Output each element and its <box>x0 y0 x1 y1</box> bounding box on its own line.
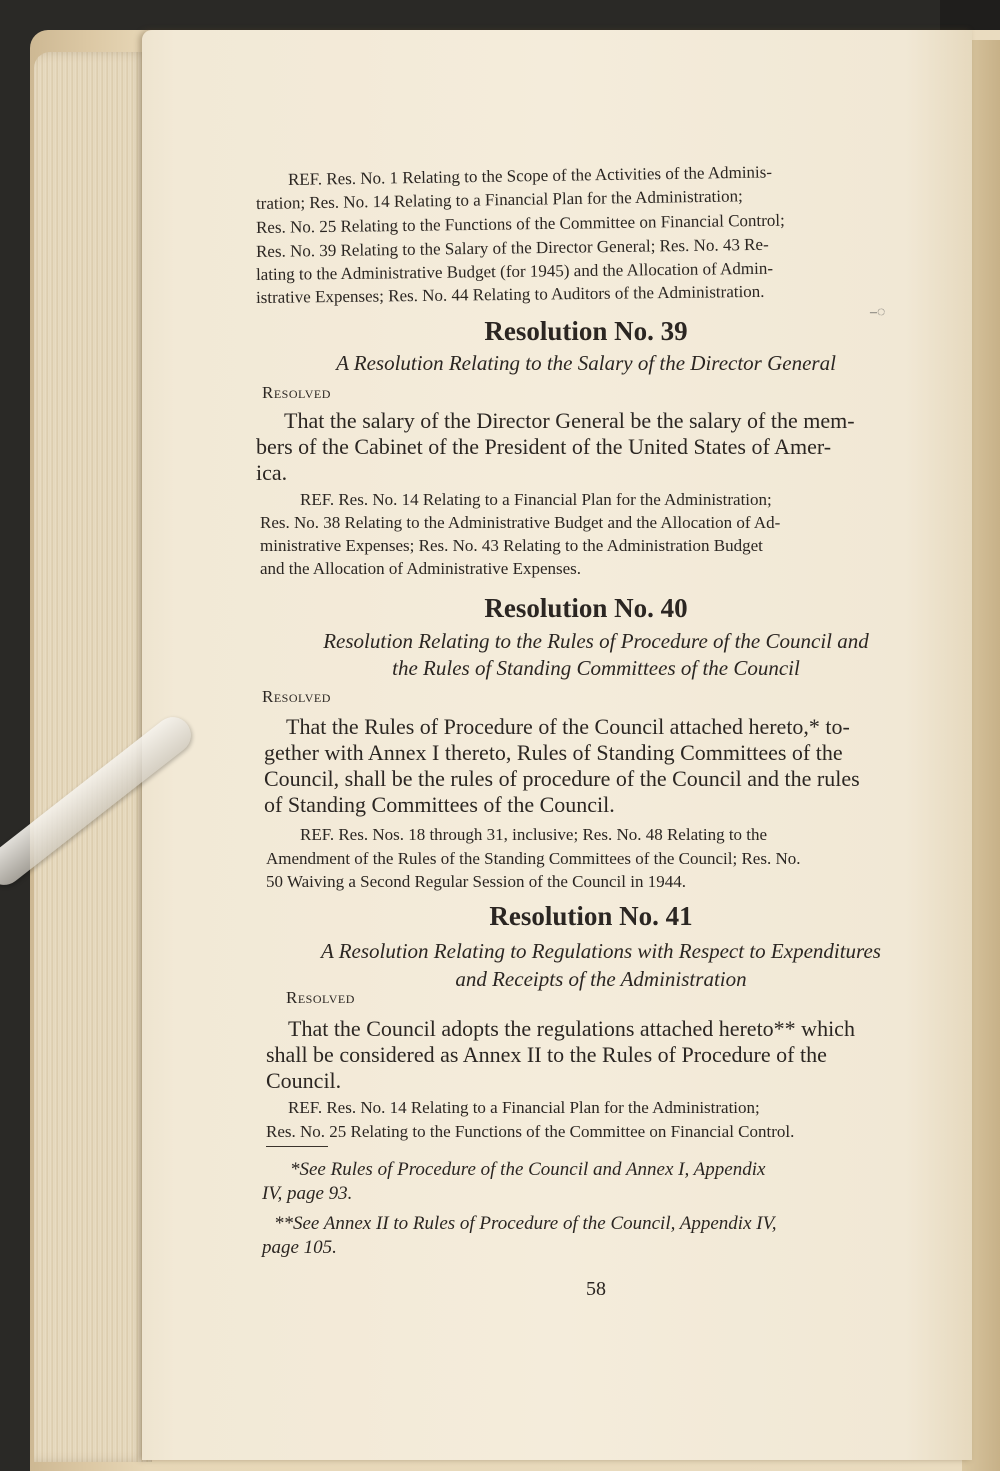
footnote-line: page 105. <box>262 1237 337 1258</box>
resolution-subtitle: A Resolution Relating to the Salary of the Director General <box>336 351 836 375</box>
page-number: 58 <box>586 1278 606 1300</box>
resolved-label: Resolved <box>286 988 355 1007</box>
body-line: Council, shall be the rules of procedure of the Council and the rules <box>264 766 860 791</box>
resolved-label: Resolved <box>262 687 331 706</box>
ref-line: REF. Res. Nos. 18 through 31, inclusive; Res. No. 48 Relating to the <box>300 825 768 844</box>
body-line: That the salary of the Director General be the salary of the mem- <box>284 408 855 433</box>
ref-line: tration; Res. No. 14 Relating to a Financial Plan for the Administration; <box>255 186 743 213</box>
footnote-line: IV, page 93. <box>262 1183 353 1204</box>
body-line: Council. <box>266 1068 342 1093</box>
footnote-rule <box>266 1146 328 1147</box>
ref-line: lating to the Administrative Budget (for 1945) and the Allocation of Admin- <box>255 258 774 284</box>
resolution-subtitle: Resolution Relating to the Rules of Procedure of the Council and <box>323 629 869 653</box>
footnote-line: **See Annex II to Rules of Procedure of the Council, Appendix IV, <box>274 1213 777 1234</box>
ref-line: Res. No. 39 Relating to the Salary of the Director General; Res. No. 43 Re- <box>255 234 769 261</box>
pencil-mark-icon: –◌ <box>870 305 886 320</box>
resolution-subtitle: and Receipts of the Administration <box>455 967 747 991</box>
body-line: That the Council adopts the regulations attached hereto** which <box>288 1016 855 1041</box>
footnote-line: *See Rules of Procedure of the Council and Annex I, Appendix <box>290 1159 766 1180</box>
resolution-heading: Resolution No. 39 <box>484 316 688 346</box>
ref-line: Res. No. 38 Relating to the Administrative Budget and the Allocation of Ad- <box>260 513 781 532</box>
ref-line: istrative Expenses; Res. No. 44 Relating to Auditors of the Administration. <box>255 281 765 307</box>
resolution-heading: Resolution No. 41 <box>489 901 693 931</box>
ref-line: and the Allocation of Administrative Expenses. <box>260 559 582 578</box>
body-line: ica. <box>256 460 288 485</box>
resolution-subtitle: A Resolution Relating to Regulations with Respect to Expenditures <box>321 939 881 963</box>
body-line: That the Rules of Procedure of the Council attached hereto,* to- <box>286 714 850 739</box>
ref-line: Res. No. 25 Relating to the Functions of the Committee on Financial Control. <box>266 1122 795 1141</box>
resolution-subtitle: the Rules of Standing Committees of the Council <box>392 656 800 680</box>
body-line: shall be considered as Annex II to the Rules of Procedure of the <box>266 1042 827 1067</box>
ref-line: Res. No. 25 Relating to the Functions of the Committee on Financial Control; <box>255 210 785 237</box>
ref-line: REF. Res. No. 14 Relating to a Financial Plan for the Administration; <box>300 490 772 509</box>
ref-line: 50 Waiving a Second Regular Session of the Council in 1944. <box>266 872 686 891</box>
ref-line: ministrative Expenses; Res. No. 43 Relating to the Administration Budget <box>260 536 763 555</box>
body-line: gether with Annex I thereto, Rules of Standing Committees of the <box>264 740 843 765</box>
ref-line: REF. Res. No. 14 Relating to a Financial Plan for the Administration; <box>288 1098 760 1117</box>
ref-line: Amendment of the Rules of the Standing Committees of the Council; Res. No. <box>266 849 801 868</box>
body-line: bers of the Cabinet of the President of the United States of Amer- <box>256 434 832 459</box>
resolution-heading: Resolution No. 40 <box>484 593 688 623</box>
resolved-label: Resolved <box>262 383 331 402</box>
ref-line: REF. Res. No. 1 Relating to the Scope of the Activities of the Adminis- <box>287 162 773 189</box>
body-line: of Standing Committees of the Council. <box>264 792 615 817</box>
